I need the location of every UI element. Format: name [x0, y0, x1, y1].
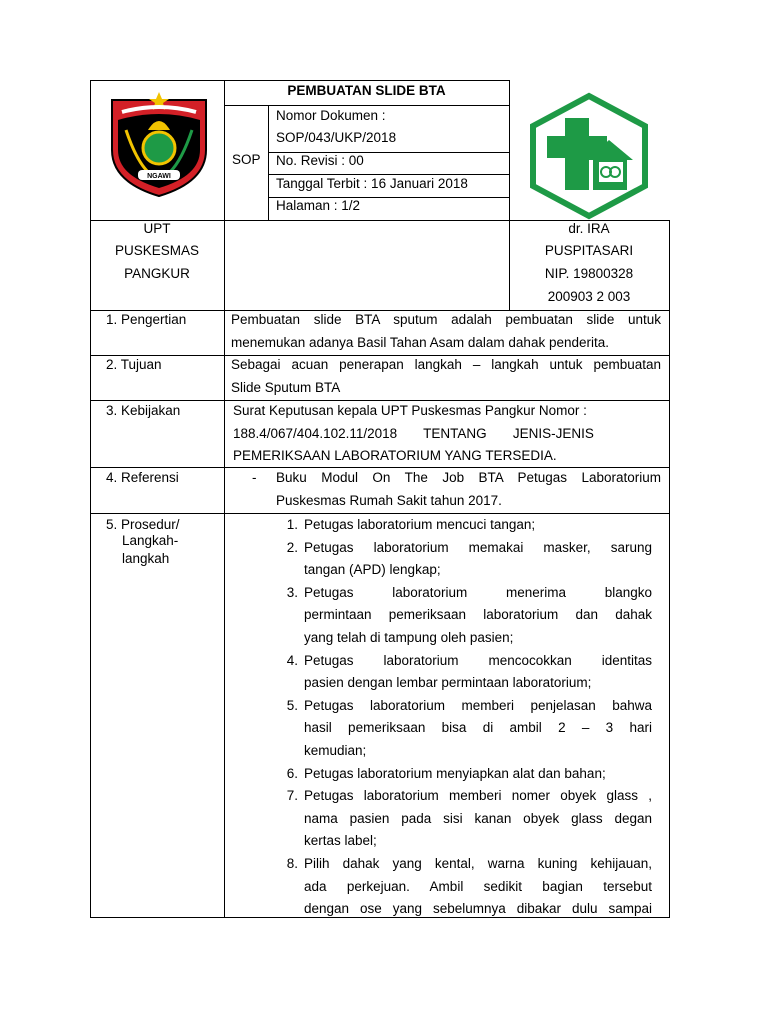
step-line: Petugas laboratorium mencocokkan identitas	[304, 652, 652, 668]
step-line: nama pasien pada sisi kanan obyek glass degan	[304, 810, 652, 826]
sop-label: SOP	[232, 152, 261, 167]
step-line: Petugas laboratorium memakai masker, sarung	[304, 539, 652, 555]
tujuan-line-1: Sebagai acuan penerapan langkah – langkah untuk pembuatan	[231, 357, 661, 372]
step-number: 6.	[286, 765, 298, 781]
step-line: permintaan pemeriksaan laboratorium dan dahak	[304, 607, 652, 623]
section-label-referensi: 4. Referensi	[106, 470, 179, 485]
step-line: tangan (APD) lengkap;	[304, 562, 441, 578]
referensi-line-2: Puskesmas Rumah Sakit tahun 2017.	[276, 493, 502, 508]
step-text	[304, 582, 652, 650]
step-number: 4.	[286, 652, 298, 668]
procedure-step	[276, 650, 652, 695]
step-text	[304, 514, 652, 537]
step-number: 5.	[286, 697, 298, 713]
step-number: 1.	[286, 517, 298, 532]
step-line: Petugas laboratorium memberi nomer obyek glass ,	[304, 788, 652, 804]
referensi-bullet: -	[252, 470, 257, 485]
procedure-step	[276, 785, 652, 853]
tanggal-terbit: Tanggal Terbit : 16 Januari 2018	[276, 176, 468, 191]
section-label-pengertian: 1. Pengertian	[106, 312, 187, 327]
kebijakan-line-1: Surat Keputusan kepala UPT Puskesmas Pangkur Nomor :	[233, 403, 587, 418]
puskesmas-logo	[527, 92, 651, 220]
nomor-revisi: No. Revisi : 00	[276, 153, 364, 168]
procedure-step	[276, 514, 652, 537]
step-line: Pilih dahak yang kental, warna kuning kehijauan,	[304, 856, 652, 871]
step-line: Petugas laboratorium memberi penjelasan bahwa	[304, 697, 652, 713]
procedure-step	[276, 763, 652, 786]
step-number: 7.	[286, 788, 298, 804]
section-label-tujuan: 2. Tujuan	[106, 357, 162, 372]
step-line: dengan ose yang sebelumnya dibakar dulu sampai	[304, 901, 652, 917]
pengertian-line-1: Pembuatan slide BTA sputum adalah pembuatan slide untuk	[231, 312, 661, 327]
step-line: Petugas laboratorium mencuci tangan;	[304, 517, 536, 532]
step-line: kemudian;	[304, 742, 367, 758]
step-text	[304, 650, 652, 695]
step-line: Petugas laboratorium menerima blangko	[304, 584, 652, 600]
step-text	[304, 763, 652, 786]
svg-text:NGAWI: NGAWI	[147, 173, 171, 180]
procedure-step	[276, 582, 652, 650]
step-number: 2.	[286, 539, 298, 555]
pengertian-line-2: menemukan adanya Basil Tahan Asam dalam dahak penderita.	[231, 335, 609, 350]
step-text	[304, 853, 652, 921]
kebijakan-line-3: PEMERIKSAAN LABORATORIUM YANG TERSEDIA.	[233, 448, 557, 463]
tujuan-line-2: Slide Sputum BTA	[231, 380, 341, 395]
section-label-kebijakan: 3. Kebijakan	[106, 403, 181, 418]
procedure-step	[276, 853, 652, 921]
step-line: yang telah di tampung oleh pasien;	[304, 629, 514, 645]
step-line: Petugas laboratorium menyiapkan alat dan bahan;	[304, 765, 606, 781]
ngawi-emblem-logo	[108, 90, 210, 200]
step-text	[304, 785, 652, 853]
halaman: Halaman : 1/2	[276, 198, 361, 213]
step-line: kertas label;	[304, 833, 377, 849]
step-number: 8.	[286, 856, 298, 871]
step-text	[304, 537, 652, 582]
procedure-step	[276, 537, 652, 582]
step-line: ada perkejuan. Ambil sedikit bagian tersebut	[304, 878, 652, 894]
step-text	[304, 695, 652, 763]
document-title: PEMBUATAN SLIDE BTA	[287, 83, 446, 98]
nomor-dokumen-label: Nomor Dokumen :	[276, 108, 386, 123]
step-number: 3.	[286, 584, 298, 600]
step-line: pasien dengan lembar permintaan laboratorium;	[304, 675, 592, 691]
nomor-dokumen-value: SOP/043/UKP/2018	[276, 130, 397, 145]
step-line: hasil pemeriksaan bisa di ambil 2 – 3 hari	[304, 720, 652, 736]
procedure-step	[276, 695, 652, 763]
referensi-line-1: Buku Modul On The Job BTA Petugas Laboratorium	[276, 470, 661, 485]
kebijakan-line-2: 188.4/067/404.102.11/2018 TENTANG JENIS-JENIS	[233, 426, 594, 441]
